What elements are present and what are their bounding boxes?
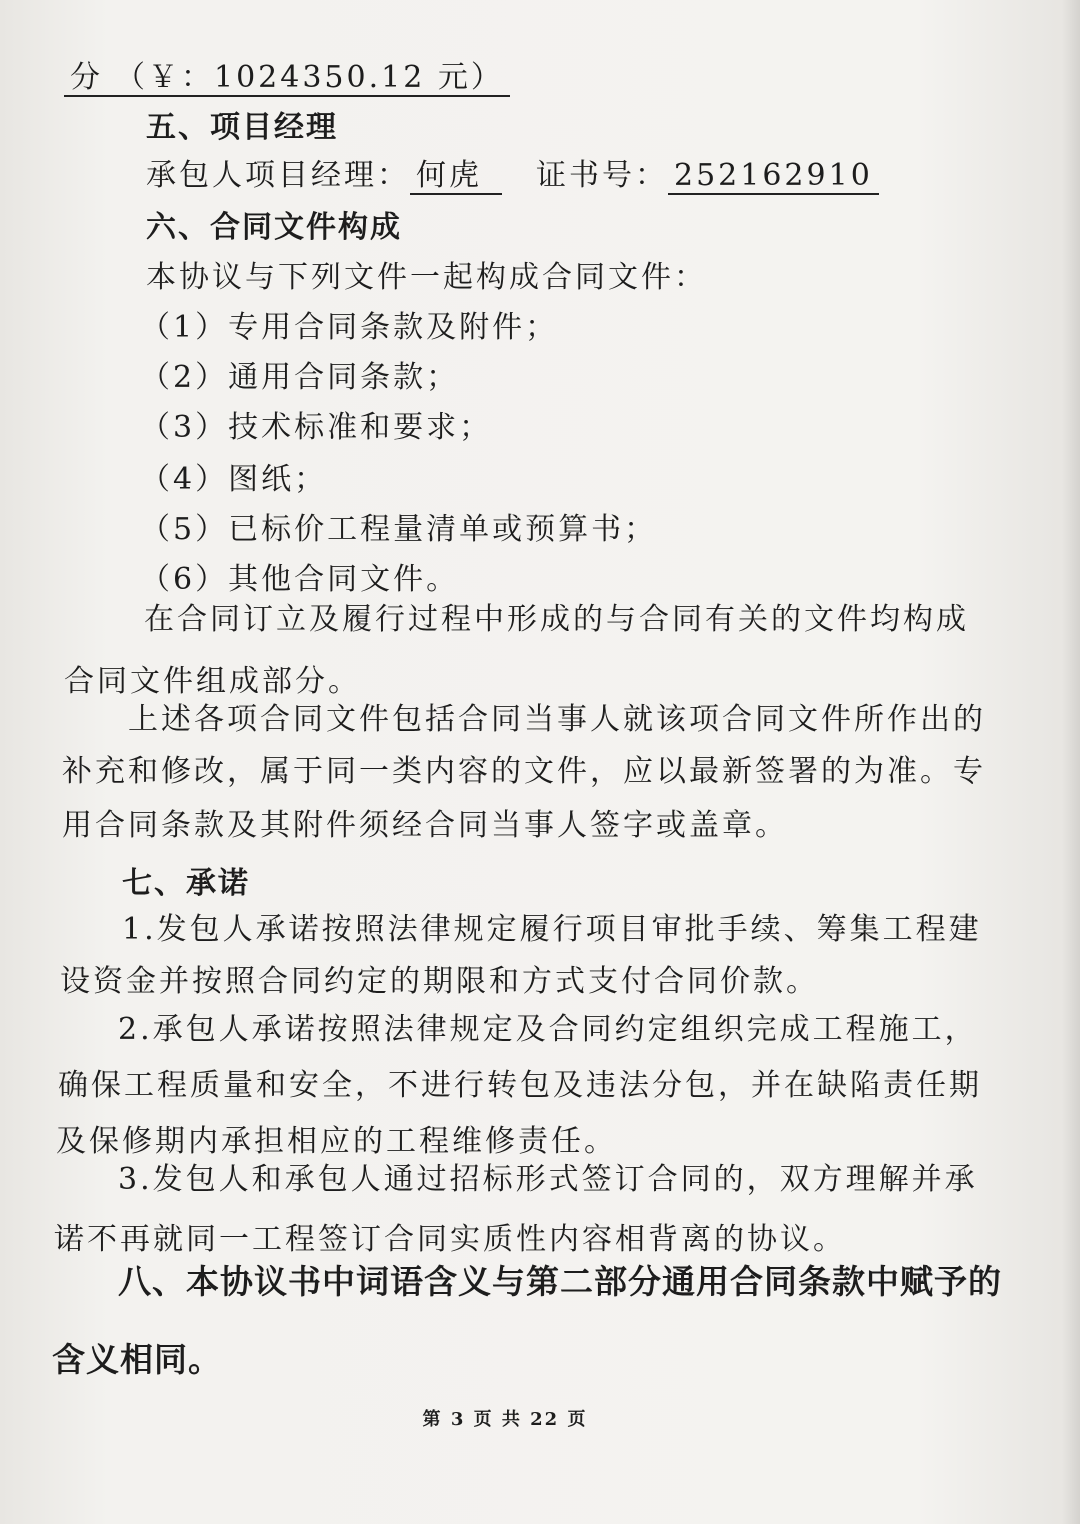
paragraph-line: 3.发包人和承包人通过招标形式签订合同的，双方理解并承 [118,1162,978,1197]
document-list-item: （6）其他合同文件。 [140,562,460,597]
document-list-item: （1）专用合同条款及附件； [140,310,559,345]
paragraph-line: 上述各项合同文件包括合同当事人就该项合同文件所作出的 [128,702,986,737]
paragraph-line: 设资金并按照合同约定的期限和方式支付合同价款。 [60,964,819,999]
document-list-item: （5）已标价工程量清单或预算书； [140,512,658,547]
paragraph-line: 合同文件组成部分。 [64,664,361,699]
section-7-title: 七、承诺 [122,866,250,901]
paragraph-line: 1.发包人承诺按照法律规定履行项目审批手续、筹集工程建 [122,912,982,947]
manager-name: 何虎 [410,159,502,195]
contract-price-tail [64,58,510,98]
price-prefix: 分 [64,61,109,97]
section-8-title: 八、本协议书中词语含义与第二部分通用合同条款中赋予的 [118,1262,1002,1301]
document-list-item: （2）通用合同条款； [140,360,460,395]
paragraph-line: 补充和修改，属于同一类内容的文件，应以最新签署的为准。专 [62,754,986,789]
paragraph-line: 用合同条款及其附件须经合同当事人签字或盖章。 [62,808,788,843]
section-8-continuation: 含义相同。 [52,1340,222,1379]
document-list-item: （4）图纸； [140,462,328,497]
paragraph-line: 确保工程质量和安全，不进行转包及违法分包，并在缺陷责任期 [58,1068,982,1103]
paragraph-line: 在合同订立及履行过程中形成的与合同有关的文件均构成 [144,602,969,637]
cert-number: 252162910 [668,159,879,195]
manager-label: 承包人项目经理： [146,158,410,193]
document-list-item: （3）技术标准和要求； [140,410,493,445]
paragraph-line: 诺不再就同一工程签订合同实质性内容相背离的协议。 [54,1222,846,1257]
paragraph-line: 及保修期内承担相应的工程维修责任。 [56,1124,617,1159]
page-number: 第 3 页 共 22 页 [422,1409,588,1430]
page-binding-shadow [1062,0,1080,1524]
section-6-intro: 本协议与下列文件一起构成合同文件： [146,260,707,295]
cert-label: 证书号： [536,158,668,193]
section-6-title: 六、合同文件构成 [146,210,402,245]
price-amount: （￥：1024350.12 元） [109,61,510,97]
paragraph-line: 2.承包人承诺按照法律规定及合同约定组织完成工程施工， [118,1012,978,1047]
project-manager-line [146,156,879,196]
section-5-title: 五、项目经理 [146,110,338,145]
